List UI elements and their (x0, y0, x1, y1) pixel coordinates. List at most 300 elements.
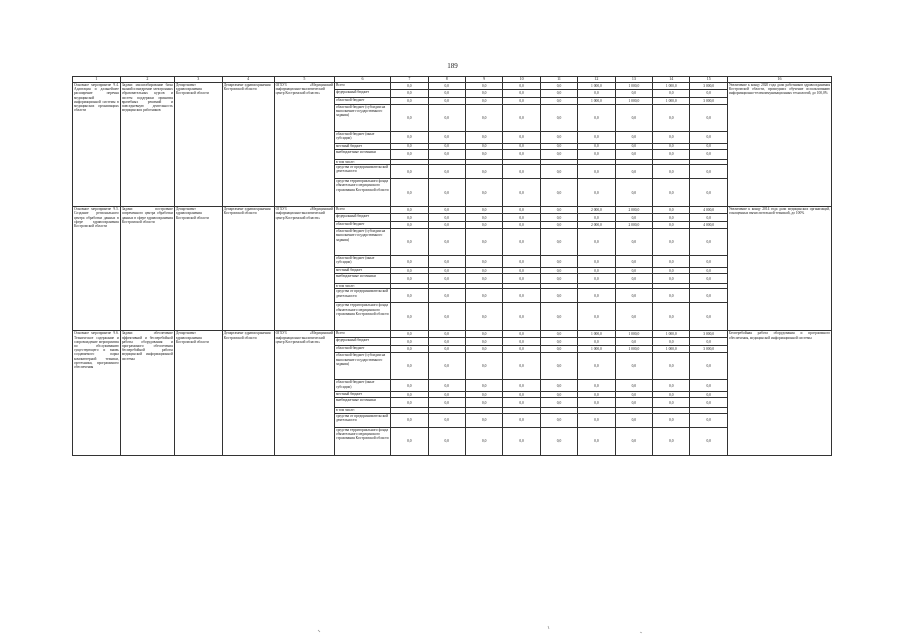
funding-source: областной бюджет (субсидии на выполнение государственного задания) (334, 353, 390, 380)
amount-cell: 0,0 (653, 222, 690, 229)
amount-cell: 1 000,0 (615, 331, 652, 338)
expected-result: Бесперебойная работа оборудования и программного обеспечения, медицинской информационной системы (727, 331, 831, 455)
amount-cell: 0,0 (465, 105, 502, 132)
amount-cell: 0,0 (428, 392, 465, 398)
column-header: 5 (274, 77, 334, 83)
column-header: 3 (174, 77, 222, 83)
amount-cell: 0,0 (465, 207, 502, 214)
amount-cell: 1 000,0 (653, 83, 690, 90)
amount-cell: 0,0 (465, 90, 502, 98)
amount-cell: 0,0 (465, 268, 502, 274)
amount-cell: 0,0 (465, 132, 502, 144)
amount-cell: 0,0 (578, 380, 615, 392)
amount-cell: 0,0 (391, 427, 428, 455)
column-header: 6 (334, 77, 390, 83)
amount-cell: 0,0 (540, 165, 577, 179)
amount-cell: 0,0 (690, 274, 727, 284)
customer: Департамент здравоохранения Костромской области (222, 331, 274, 455)
amount-cell: 0,0 (391, 331, 428, 338)
amount-cell: 0,0 (615, 150, 652, 160)
amount-cell: 4 000,0 (690, 207, 727, 214)
amount-cell: 0,0 (540, 268, 577, 274)
amount-cell: 0,0 (578, 427, 615, 455)
amount-cell: 0,0 (653, 165, 690, 179)
amount-cell: 0,0 (653, 105, 690, 132)
amount-cell: 0,0 (391, 353, 428, 380)
funding-source: внебюджетные источники (334, 274, 390, 284)
amount-cell: 0,0 (615, 274, 652, 284)
amount-cell: 0,0 (503, 179, 540, 207)
amount-cell: 0,0 (465, 214, 502, 222)
column-header: 4 (222, 77, 274, 83)
amount-cell: 0,0 (615, 90, 652, 98)
amount-cell: 0,0 (540, 274, 577, 284)
amount-cell: 0,0 (391, 398, 428, 408)
funding-source: областной бюджет (субсидии на выполнение государственного задания) (334, 229, 390, 256)
amount-cell: 0,0 (428, 229, 465, 256)
amount-cell: 0,0 (690, 132, 727, 144)
task-description: Задачи: построение современного центра обработки данных в сфере здравоохранения Костромской области (120, 207, 174, 331)
amount-cell: 2 000,0 (578, 222, 615, 229)
amount-cell: 0,0 (428, 398, 465, 408)
amount-cell: 0,0 (540, 353, 577, 380)
amount-cell: 0,0 (578, 150, 615, 160)
amount-cell: 0,0 (615, 132, 652, 144)
amount-cell: 0,0 (465, 98, 502, 105)
amount-cell: 0,0 (653, 427, 690, 455)
amount-cell: 0,0 (653, 413, 690, 427)
funding-source: в том числе: (334, 408, 390, 413)
amount-cell: 0,0 (391, 132, 428, 144)
amount-cell: 0,0 (465, 165, 502, 179)
amount-cell: 0,0 (690, 144, 727, 150)
amount-cell: 0,0 (428, 331, 465, 338)
amount-cell: 0,0 (540, 222, 577, 229)
amount-cell: 0,0 (690, 214, 727, 222)
amount-cell: 0,0 (391, 268, 428, 274)
amount-cell: 1 000,0 (578, 98, 615, 105)
amount-cell: 0,0 (428, 346, 465, 353)
amount-cell: 0,0 (465, 427, 502, 455)
amount-cell: 0,0 (465, 256, 502, 268)
amount-cell: 0,0 (503, 132, 540, 144)
table-row (73, 331, 832, 338)
amount-cell: 0,0 (615, 427, 652, 455)
amount-cell: 0,0 (578, 413, 615, 427)
amount-cell: 0,0 (540, 90, 577, 98)
amount-cell: 3 000,0 (690, 98, 727, 105)
customer: Департамент здравоохранения Костромской области (222, 207, 274, 331)
amount-cell: 0,0 (503, 268, 540, 274)
amount-cell: 0,0 (690, 427, 727, 455)
task-description: Задачи: масштабирование базы знаний и внедрение электронных образовательных курсов и систем поддержки принятия врачебных решений и повседневную деятельность медицинских работников (120, 83, 174, 207)
amount-cell: 0,0 (653, 380, 690, 392)
amount-cell: 0,0 (578, 105, 615, 132)
amount-cell: 3 000,0 (690, 331, 727, 338)
amount-cell: 0,0 (653, 150, 690, 160)
amount-cell: 0,0 (391, 214, 428, 222)
amount-cell: 0,0 (465, 229, 502, 256)
amount-cell: 0,0 (428, 144, 465, 150)
table-row (73, 83, 832, 90)
amount-cell: 0,0 (391, 274, 428, 284)
funding-source: областной бюджет (иные субсидии) (334, 256, 390, 268)
amount-cell: 0,0 (465, 398, 502, 408)
amount-cell: 0,0 (615, 392, 652, 398)
column-header: 14 (653, 77, 690, 83)
amount-cell: 0,0 (540, 392, 577, 398)
amount-cell: 0,0 (503, 392, 540, 398)
amount-cell: 0,0 (503, 105, 540, 132)
amount-cell: 0,0 (615, 105, 652, 132)
funding-source: в том числе: (334, 160, 390, 165)
amount-cell: 0,0 (653, 338, 690, 346)
amount-cell: 0,0 (465, 413, 502, 427)
executor: ОГБУЗ «Медицинский информационно-аналитический центр Костромской области» (274, 83, 334, 207)
amount-cell: 0,0 (503, 303, 540, 331)
amount-cell: 0,0 (428, 289, 465, 303)
amount-cell: 0,0 (690, 150, 727, 160)
amount-cell: 0,0 (578, 229, 615, 256)
amount-cell: 0,0 (690, 353, 727, 380)
amount-cell: 0,0 (428, 207, 465, 214)
amount-cell: 0,0 (615, 353, 652, 380)
amount-cell: 0,0 (428, 274, 465, 284)
amount-cell: 0,0 (503, 398, 540, 408)
amount-cell: 0,0 (540, 346, 577, 353)
amount-cell: 0,0 (428, 150, 465, 160)
amount-cell: 0,0 (391, 346, 428, 353)
amount-cell: 0,0 (465, 179, 502, 207)
funding-source: федеральный бюджет (334, 214, 390, 222)
amount-cell: 0,0 (428, 303, 465, 331)
amount-cell: 0,0 (391, 150, 428, 160)
amount-cell: 0,0 (578, 398, 615, 408)
amount-cell: 0,0 (391, 179, 428, 207)
amount-cell: 3 000,0 (690, 346, 727, 353)
activity-name: Основное мероприятие 9.6. Техническое содержание и сопровождение мероприятия по обслуживанию существующего и вновь создаваемого парка компьютерной техники, оргтехники, программного обеспечения (73, 331, 121, 455)
amount-cell: 0,0 (653, 268, 690, 274)
amount-cell: 0,0 (653, 229, 690, 256)
amount-cell: 0,0 (465, 150, 502, 160)
amount-cell: 0,0 (690, 105, 727, 132)
amount-cell: 0,0 (465, 144, 502, 150)
amount-cell: 0,0 (428, 214, 465, 222)
amount-cell: 2 000,0 (615, 207, 652, 214)
amount-cell: 0,0 (391, 303, 428, 331)
executor: ОГБУЗ «Медицинский информационно-аналитический центр Костромской области» (274, 207, 334, 331)
amount-cell: 0,0 (428, 105, 465, 132)
funding-source: внебюджетные источники (334, 150, 390, 160)
amount-cell: 0,0 (540, 144, 577, 150)
amount-cell: 0,0 (503, 274, 540, 284)
column-header: 15 (690, 77, 727, 83)
coexecutor: Департамент здравоохранения Костромской области (174, 207, 222, 331)
funding-source: местный бюджет (334, 268, 390, 274)
amount-cell: 1 000,0 (615, 83, 652, 90)
amount-cell: 0,0 (391, 207, 428, 214)
amount-cell: 0,0 (428, 353, 465, 380)
funding-source: местный бюджет (334, 392, 390, 398)
amount-cell: 0,0 (540, 303, 577, 331)
amount-cell: 0,0 (540, 98, 577, 105)
amount-cell: 0,0 (391, 144, 428, 150)
amount-cell: 0,0 (615, 165, 652, 179)
amount-cell: 0,0 (391, 165, 428, 179)
funding-source: Всего (334, 207, 390, 214)
amount-cell: 0,0 (428, 268, 465, 274)
funding-source: областной бюджет (334, 346, 390, 353)
amount-cell: 0,0 (690, 256, 727, 268)
amount-cell: 0,0 (465, 83, 502, 90)
amount-cell: 0,0 (615, 398, 652, 408)
amount-cell: 0,0 (690, 392, 727, 398)
amount-cell: 0,0 (503, 214, 540, 222)
amount-cell: 0,0 (653, 289, 690, 303)
amount-cell: 0,0 (578, 256, 615, 268)
amount-cell: 1 000,0 (653, 331, 690, 338)
amount-cell: 0,0 (615, 289, 652, 303)
column-header: 9 (465, 77, 502, 83)
amount-cell: 0,0 (391, 392, 428, 398)
funding-source: местный бюджет (334, 144, 390, 150)
task-description: Задачи: обеспечение эффективной и бесперебойной работы оборудования и программного обеспечения бесперебойной работы медицинской информационной системы (120, 331, 174, 455)
table-row (73, 207, 832, 214)
amount-cell: 0,0 (690, 90, 727, 98)
amount-cell: 0,0 (653, 90, 690, 98)
amount-cell: 0,0 (503, 222, 540, 229)
amount-cell: 0,0 (653, 392, 690, 398)
amount-cell: 0,0 (690, 413, 727, 427)
funding-source: областной бюджет (субсидии на выполнение государственного задания) (334, 105, 390, 132)
amount-cell: 0,0 (615, 144, 652, 150)
amount-cell: 0,0 (615, 338, 652, 346)
amount-cell: 0,0 (578, 392, 615, 398)
amount-cell: 0,0 (428, 413, 465, 427)
amount-cell: 0,0 (391, 289, 428, 303)
amount-cell: 0,0 (391, 105, 428, 132)
amount-cell: 1 000,0 (578, 331, 615, 338)
amount-cell: 0,0 (615, 380, 652, 392)
amount-cell: 0,0 (503, 353, 540, 380)
funding-source: Всего (334, 331, 390, 338)
amount-cell: 0,0 (653, 256, 690, 268)
amount-cell: 0,0 (503, 413, 540, 427)
amount-cell: 0,0 (540, 338, 577, 346)
amount-cell: 0,0 (540, 380, 577, 392)
amount-cell: 1 000,0 (615, 346, 652, 353)
page-number: 189 (447, 62, 458, 70)
amount-cell: 0,0 (615, 303, 652, 331)
amount-cell: 0,0 (428, 380, 465, 392)
amount-cell: 0,0 (465, 353, 502, 380)
amount-cell: 0,0 (503, 289, 540, 303)
amount-cell: 0,0 (503, 346, 540, 353)
amount-cell: 0,0 (391, 98, 428, 105)
column-header: 2 (120, 77, 174, 83)
amount-cell: 0,0 (465, 331, 502, 338)
amount-cell: 0,0 (503, 229, 540, 256)
amount-cell: 0,0 (653, 398, 690, 408)
amount-cell: 0,0 (503, 165, 540, 179)
executor: ОГБУЗ «Медицинский информационно-аналитический центр Костромской области» (274, 331, 334, 455)
amount-cell: 0,0 (503, 331, 540, 338)
amount-cell: 0,0 (615, 268, 652, 274)
amount-cell: 0,0 (428, 90, 465, 98)
amount-cell: 0,0 (540, 229, 577, 256)
amount-cell: 0,0 (540, 207, 577, 214)
amount-cell: 0,0 (465, 392, 502, 398)
funding-source: федеральный бюджет (334, 90, 390, 98)
amount-cell: 0,0 (578, 338, 615, 346)
amount-cell: 0,0 (540, 179, 577, 207)
budget-table (72, 76, 832, 456)
amount-cell: 0,0 (465, 274, 502, 284)
funding-source: средства территориального фонда обязательного медицинского страхования Костромской области (334, 179, 390, 207)
amount-cell: 0,0 (690, 165, 727, 179)
amount-cell: 0,0 (391, 90, 428, 98)
funding-source: средства от предпринимательской деятельности (334, 165, 390, 179)
customer: Департамент здравоохранения Костромской области (222, 83, 274, 207)
amount-cell: 0,0 (578, 179, 615, 207)
amount-cell: 0,0 (690, 268, 727, 274)
amount-cell: 2 000,0 (578, 207, 615, 214)
amount-cell: 0,0 (540, 83, 577, 90)
amount-cell: 0,0 (653, 144, 690, 150)
amount-cell: 0,0 (465, 380, 502, 392)
amount-cell: 0,0 (578, 289, 615, 303)
funding-source: средства от предпринимательской деятельности (334, 289, 390, 303)
amount-cell: 0,0 (578, 268, 615, 274)
amount-cell: 1 000,0 (578, 83, 615, 90)
amount-cell: 0,0 (465, 289, 502, 303)
amount-cell: 0,0 (503, 150, 540, 160)
amount-cell: 0,0 (391, 229, 428, 256)
amount-cell: 0,0 (540, 398, 577, 408)
amount-cell: 0,0 (615, 214, 652, 222)
amount-cell: 0,0 (428, 83, 465, 90)
amount-cell: 0,0 (615, 256, 652, 268)
amount-cell: 0,0 (578, 144, 615, 150)
column-header: 13 (615, 77, 652, 83)
amount-cell: 0,0 (428, 98, 465, 105)
funding-source: Всего (334, 83, 390, 90)
activity-name: Основное мероприятие 9.5. Создание регионального центра обработки данных в сфере здравоохранения Костромской области (73, 207, 121, 331)
amount-cell: 0,0 (503, 98, 540, 105)
amount-cell: 0,0 (465, 222, 502, 229)
column-header: 1 (73, 77, 121, 83)
coexecutor: Департамент здравоохранения Костромской области (174, 331, 222, 455)
amount-cell: 0,0 (503, 90, 540, 98)
amount-cell: 0,0 (391, 256, 428, 268)
amount-cell: 0,0 (391, 222, 428, 229)
amount-cell: 0,0 (578, 303, 615, 331)
amount-cell: 0,0 (615, 413, 652, 427)
amount-cell: 0,0 (428, 179, 465, 207)
amount-cell: 0,0 (578, 90, 615, 98)
amount-cell: 4 000,0 (690, 222, 727, 229)
amount-cell: 0,0 (428, 222, 465, 229)
amount-cell: 0,0 (578, 132, 615, 144)
funding-source: внебюджетные источники (334, 398, 390, 408)
amount-cell: 0,0 (540, 256, 577, 268)
amount-cell: 0,0 (690, 398, 727, 408)
amount-cell: 0,0 (428, 165, 465, 179)
funding-source: средства территориального фонда обязательного медицинского страхования Костромской области (334, 427, 390, 455)
amount-cell: 0,0 (653, 179, 690, 207)
amount-cell: 0,0 (653, 274, 690, 284)
amount-cell: 0,0 (391, 413, 428, 427)
amount-cell: 0,0 (428, 256, 465, 268)
column-header: 11 (540, 77, 577, 83)
amount-cell: 0,0 (653, 303, 690, 331)
funding-source: в том числе: (334, 284, 390, 289)
amount-cell: 0,0 (391, 83, 428, 90)
activity-name: Основное мероприятие 9.4. Адаптация и дальнейшее расширение перечня медицинской информационной системы в медицинских организациях области (73, 83, 121, 207)
amount-cell: 0,0 (503, 144, 540, 150)
amount-cell: 0,0 (503, 338, 540, 346)
amount-cell: 0,0 (391, 338, 428, 346)
amount-cell: 0,0 (428, 338, 465, 346)
amount-cell: 0,0 (615, 229, 652, 256)
amount-cell: 0,0 (503, 256, 540, 268)
amount-cell: 0,0 (540, 132, 577, 144)
expected-result: Увеличение к концу 2020 года доли работников здравоохранения Костромской области, прошедших обучение использованию информационно-телекоммуникационных технологий, до 100,0% (727, 83, 831, 207)
amount-cell: 3 000,0 (690, 83, 727, 90)
amount-cell: 0,0 (578, 214, 615, 222)
funding-source: средства от предпринимательской деятельности (334, 413, 390, 427)
amount-cell: 0,0 (503, 427, 540, 455)
coexecutor: Департамент здравоохранения Костромской области (174, 83, 222, 207)
amount-cell: 0,0 (690, 338, 727, 346)
column-header: 7 (391, 77, 428, 83)
scan-noise (0, 620, 905, 640)
column-header: 16 (727, 77, 831, 83)
amount-cell: 0,0 (465, 303, 502, 331)
amount-cell: 0,0 (465, 346, 502, 353)
amount-cell: 0,0 (578, 274, 615, 284)
amount-cell: 0,0 (503, 207, 540, 214)
amount-cell: 1 000,0 (578, 346, 615, 353)
amount-cell: 0,0 (690, 289, 727, 303)
column-header: 12 (578, 77, 615, 83)
funding-source: областной бюджет (334, 222, 390, 229)
amount-cell: 2 000,0 (615, 222, 652, 229)
amount-cell: 0,0 (690, 179, 727, 207)
amount-cell: 0,0 (540, 289, 577, 303)
amount-cell: 0,0 (428, 427, 465, 455)
amount-cell: 0,0 (653, 353, 690, 380)
funding-source: средства территориального фонда обязательного медицинского страхования Костромской области (334, 303, 390, 331)
expected-result: Увеличение к концу 2014 года доли медицинских организаций, оснащенных вычислительной техникой, до 100% (727, 207, 831, 331)
amount-cell: 0,0 (690, 229, 727, 256)
column-header: 10 (503, 77, 540, 83)
amount-cell: 0,0 (690, 303, 727, 331)
funding-source: областной бюджет (334, 98, 390, 105)
amount-cell: 0,0 (578, 165, 615, 179)
amount-cell: 0,0 (428, 132, 465, 144)
amount-cell: 0,0 (503, 380, 540, 392)
amount-cell: 0,0 (578, 353, 615, 380)
amount-cell: 1 000,0 (653, 346, 690, 353)
amount-cell: 1 000,0 (653, 98, 690, 105)
amount-cell: 0,0 (653, 214, 690, 222)
amount-cell: 0,0 (391, 380, 428, 392)
amount-cell: 0,0 (503, 83, 540, 90)
amount-cell: 0,0 (540, 150, 577, 160)
amount-cell: 0,0 (540, 105, 577, 132)
funding-source: областной бюджет (иные субсидии) (334, 132, 390, 144)
